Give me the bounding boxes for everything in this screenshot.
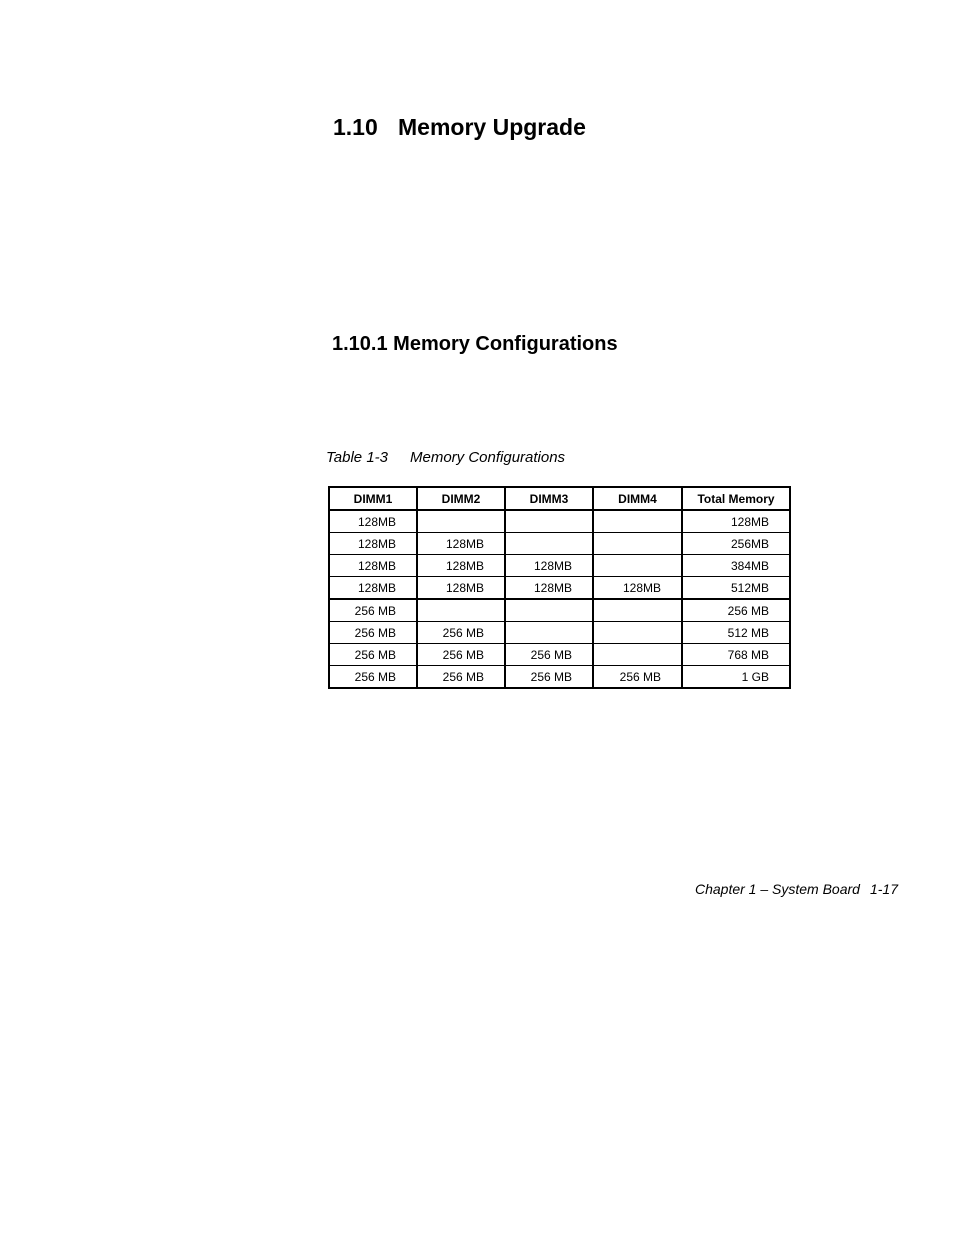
header-total-memory: Total Memory	[682, 487, 790, 510]
cell-dimm3: 256 MB	[505, 644, 593, 666]
page-footer	[695, 880, 898, 898]
cell-dimm3: 256 MB	[505, 666, 593, 689]
cell-dimm2: 256 MB	[417, 644, 505, 666]
memory-config-table	[328, 486, 791, 689]
subsection-title: 1.10.1 Memory Configurations	[332, 333, 618, 355]
cell-dimm2: 128MB	[417, 555, 505, 577]
cell-dimm1: 128MB	[329, 555, 417, 577]
cell-total: 256 MB	[682, 599, 790, 622]
cell-dimm4	[593, 555, 682, 577]
cell-dimm3	[505, 510, 593, 533]
cell-dimm3	[505, 599, 593, 622]
cell-dimm2: 256 MB	[417, 666, 505, 689]
cell-dimm2: 128MB	[417, 577, 505, 600]
table-header-row	[329, 487, 790, 510]
cell-dimm4	[593, 510, 682, 533]
table-row	[329, 555, 790, 577]
cell-dimm4	[593, 599, 682, 622]
cell-dimm1: 128MB	[329, 533, 417, 555]
cell-dimm4: 256 MB	[593, 666, 682, 689]
cell-dimm4	[593, 644, 682, 666]
header-dimm1: DIMM1	[329, 487, 417, 510]
cell-total: 768 MB	[682, 644, 790, 666]
cell-dimm2: 128MB	[417, 533, 505, 555]
section-number: 1.10	[333, 114, 378, 140]
cell-dimm4: 128MB	[593, 577, 682, 600]
table-row	[329, 644, 790, 666]
cell-dimm2: 256 MB	[417, 622, 505, 644]
section-title	[333, 112, 586, 142]
footer-chapter: Chapter 1 – System Board	[694, 881, 860, 897]
cell-dimm1: 256 MB	[329, 644, 417, 666]
header-dimm3: DIMM3	[505, 487, 593, 510]
cell-dimm4	[593, 533, 682, 555]
header-dimm4: DIMM4	[593, 487, 682, 510]
cell-dimm1: 256 MB	[329, 622, 417, 644]
cell-dimm1: 256 MB	[329, 666, 417, 689]
table-row	[329, 577, 790, 600]
table-row	[329, 666, 790, 689]
cell-total: 256MB	[682, 533, 790, 555]
cell-dimm1: 256 MB	[329, 599, 417, 622]
table-caption-number: Table 1-3	[326, 449, 388, 466]
table-caption-title: Memory Configurations	[410, 449, 566, 466]
cell-total: 1 GB	[682, 666, 790, 689]
cell-dimm2	[417, 510, 505, 533]
footer-page-number: 1-17	[869, 881, 898, 897]
cell-total: 512 MB	[682, 622, 790, 644]
cell-dimm3: 128MB	[505, 555, 593, 577]
table-row	[329, 533, 790, 555]
cell-dimm3	[505, 622, 593, 644]
cell-total: 384MB	[682, 555, 790, 577]
cell-dimm1: 128MB	[329, 510, 417, 533]
cell-dimm1: 128MB	[329, 577, 417, 600]
table-row	[329, 599, 790, 622]
cell-dimm3: 128MB	[505, 577, 593, 600]
cell-dimm3	[505, 533, 593, 555]
table-row	[329, 510, 790, 533]
cell-dimm2	[417, 599, 505, 622]
section-title-text: Memory Upgrade	[398, 114, 586, 140]
table-row	[329, 622, 790, 644]
cell-total: 128MB	[682, 510, 790, 533]
cell-dimm4	[593, 622, 682, 644]
cell-total: 512MB	[682, 577, 790, 600]
table-caption	[326, 448, 565, 468]
header-dimm2: DIMM2	[417, 487, 505, 510]
